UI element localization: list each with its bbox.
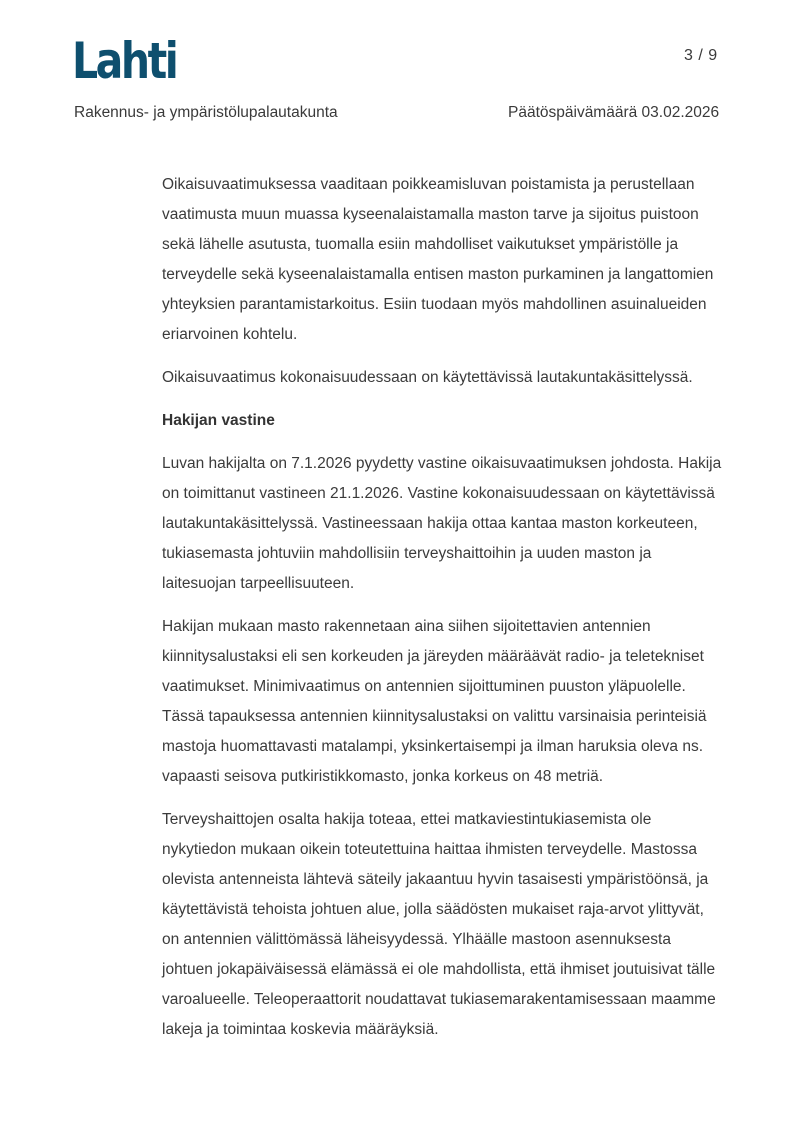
paragraph-terveyshaitat: Terveyshaittojen osalta hakija toteaa, ettei matkaviestintukiasemista ole nykytiedon mukaan oikein toteutettuina haittaa ihmisten terveydelle. Mastossa olevista antenneista lähtevä säteily jakaantuu hyvin tasaisesti ympäristöönsä, ja käytettävistä tehoista johtuen alue, jolla säädösten mukaiset raja-arvot ylittyvät, on antennien välittömässä läheisyydessä. Ylhäälle mastoon asennuksesta johtuen jokapäiväisessä elämässä ei ole mahdollista, että ihmiset joutuisivat tälle varoalueelle. Teleoperaattorit noudattavat tukiasemarakentamisessaan maamme lakeja ja toimintaa koskevia määräyksiä. (162, 811, 716, 1038)
paragraph-kokonaisuudessaan: Oikaisuvaatimus kokonaisuudessaan on käytettävissä lautakuntakäsittelyssä. (162, 369, 693, 386)
page-number: 3 / 9 (684, 47, 718, 64)
lahti-logo: Lahti (72, 32, 177, 90)
paragraph-luvan-hakijalta: Luvan hakijalta on 7.1.2026 pyydetty vastine oikaisuvaatimuksen johdosta. Hakija on toimittanut vastineen 21.1.2026. Vastine kokonaisuudessaan on käytettävissä lautakuntakäsittelyssä. Vastineessaan hakija ottaa kantaa maston korkeuteen, tukiasemasta johtuviin mahdollisiin terveyshaittoihin ja uuden maston ja laitesuojan tarpeellisuuteen. (162, 455, 722, 592)
committee-name: Rakennus- ja ympäristölupalautakunta (74, 104, 338, 121)
section-heading-hakijan-vastine: Hakijan vastine (162, 412, 275, 429)
paragraph-oikaisuvaatimus: Oikaisuvaatimuksessa vaaditaan poikkeamisluvan poistamista ja perustellaan vaatimusta muun muassa kyseenalaistamalla maston tarve ja sijoitus puistoon sekä lähelle asutusta, tuomalla esiin mahdolliset vaikutukset ympäristölle ja terveydelle sekä kyseenalaistamalla entisen maston purkaminen ja langattomien yhteyksien parantamistarkoitus. Esiin tuodaan myös mahdollinen asuinalueiden eriarvoinen kohtelu. (162, 176, 714, 343)
paragraph-hakijan-mukaan: Hakijan mukaan masto rakennetaan aina siihen sijoitettavien antennien kiinnitysalustaksi eli sen korkeuden ja järeyden määräävät radio- ja teletekniset vaatimukset. Minimivaatimus on antennien sijoittuminen puuston yläpuolelle. Tässä tapauksessa antennien kiinnitysalustaksi on valittu varsinaisia perinteisiä mastoja huomattavasti matalampi, yksinkertaisempi ja ilman haruksia oleva ns. vapaasti seisova putkiristikkomasto, jonka korkeus on 48 metriä. (162, 618, 707, 785)
decision-date: Päätöspäivämäärä 03.02.2026 (508, 104, 720, 121)
document-body (162, 170, 724, 1058)
